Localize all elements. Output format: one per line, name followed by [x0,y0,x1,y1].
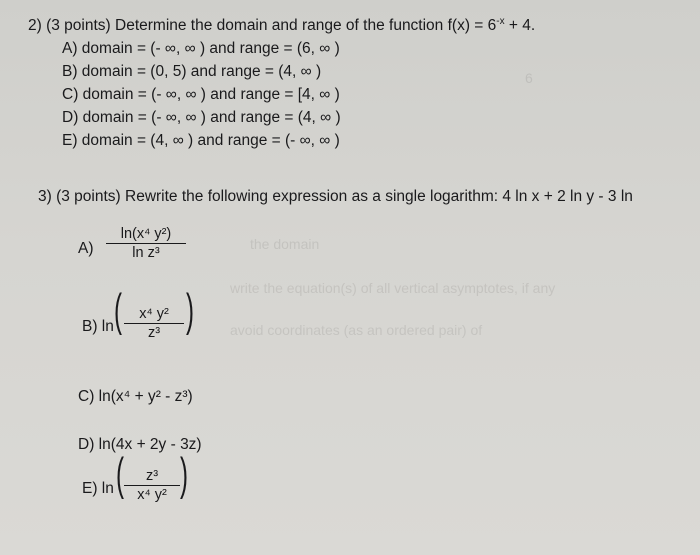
q2-option-c: C) domain = (- ∞, ∞ ) and range = [4, ∞ ) [62,86,340,103]
question-3-stem: 3) (3 points) Rewrite the following expression as a single logarithm: 4 ln x + 2 ln y - 3 ln [38,188,633,205]
q2-stem-tail: + 4. [504,17,536,35]
q3-option-a-fraction [106,226,186,261]
q3-e-denominator: x⁴ y² [137,487,167,503]
q3-option-a-label: A) [78,240,94,257]
q3-b-denominator: z³ [147,325,161,341]
q2-option-e: E) domain = (4, ∞ ) and range = (- ∞, ∞ ) [62,132,340,149]
q3-option-b-fraction [124,306,184,341]
q2-stem-text: 2) (3 points) Determine the domain and range of the function f(x) = 6 [28,17,497,35]
q3-option-c: C) ln(x⁴ + y² - z³) [78,388,193,405]
q3-option-b-label: B) ln [82,318,114,335]
question-2-stem [28,16,535,35]
fraction-bar [106,243,186,244]
q3-option-e-fraction [124,468,180,503]
q2-option-d: D) domain = (- ∞, ∞ ) and range = (4, ∞ ) [62,109,341,126]
left-paren: ( [114,285,122,337]
q3-option-d: D) ln(4x + 2y - 3z) [78,436,202,453]
q3-b-numerator: x⁴ y² [139,306,169,322]
q2-exponent: -x [496,16,505,27]
q3-a-numerator: ln(x⁴ y²) [120,226,172,242]
right-paren: ) [186,285,194,337]
q3-a-denominator: ln z³ [132,245,160,261]
q2-option-a: A) domain = (- ∞, ∞ ) and range = (6, ∞ ) [62,40,340,57]
q3-option-e-label: E) ln [82,480,114,497]
fraction-bar [124,485,180,486]
right-paren: ) [180,449,188,501]
left-paren: ( [116,449,124,501]
q3-e-numerator: z³ [145,468,159,484]
fraction-bar [124,323,184,324]
q2-option-b: B) domain = (0, 5) and range = (4, ∞ ) [62,63,322,80]
